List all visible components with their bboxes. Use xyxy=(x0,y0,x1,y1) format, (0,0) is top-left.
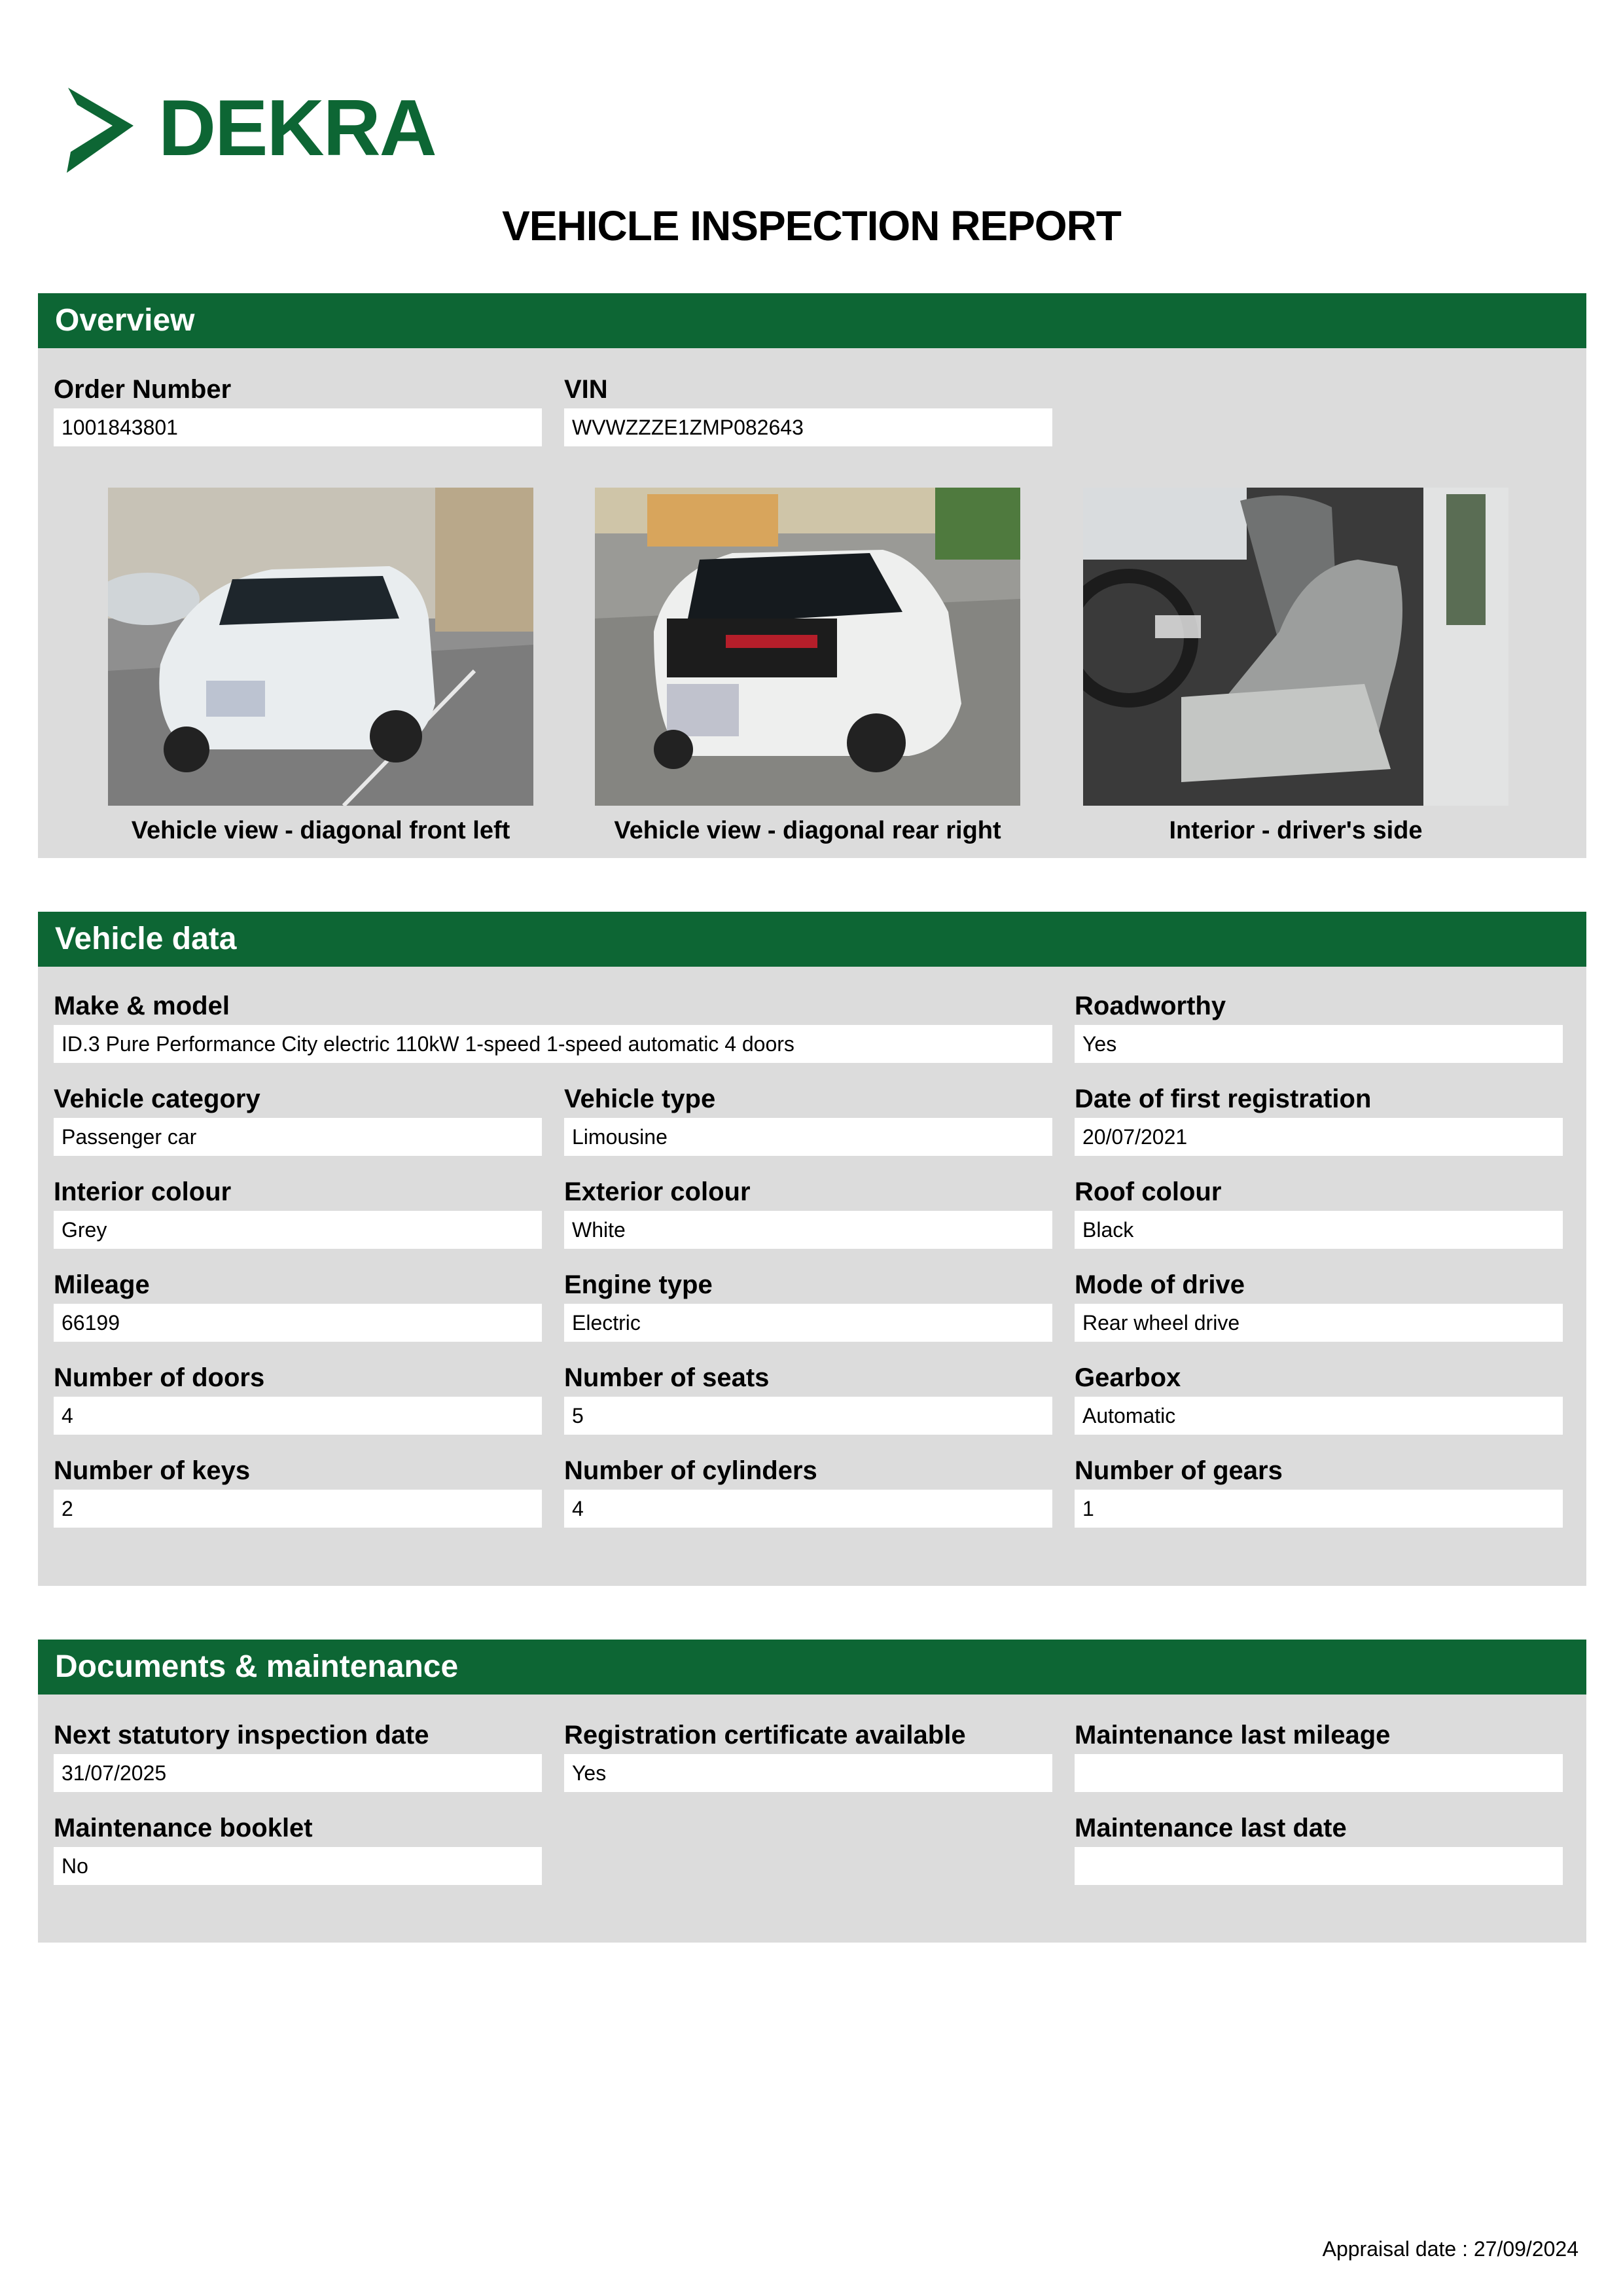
maintenance-booklet-value: No xyxy=(54,1847,542,1885)
vehicle-type-value: Limousine xyxy=(564,1118,1052,1156)
maintenance-last-date-value xyxy=(1075,1847,1563,1885)
first-registration-field xyxy=(1075,1083,1563,1156)
maintenance-booklet-label: Maintenance booklet xyxy=(54,1814,313,1842)
roof-colour-value: Black xyxy=(1075,1211,1563,1249)
make-model-field xyxy=(54,990,1052,1063)
gearbox-label: Gearbox xyxy=(1075,1363,1181,1392)
mode-of-drive-value: Rear wheel drive xyxy=(1075,1304,1563,1342)
vehicle-data-header: Vehicle data xyxy=(38,912,1586,967)
cylinders-field xyxy=(564,1454,1052,1528)
gearbox-field xyxy=(1075,1361,1563,1435)
documents-header: Documents & maintenance xyxy=(38,1640,1586,1695)
maintenance-last-date-label: Maintenance last date xyxy=(1075,1814,1347,1842)
order-number-label: Order Number xyxy=(54,375,232,404)
photo-interior-caption: Interior - driver's side xyxy=(1169,817,1423,844)
gears-value: 1 xyxy=(1075,1490,1563,1528)
interior-colour-value: Grey xyxy=(54,1211,542,1249)
documents-section xyxy=(38,1640,1586,1943)
vin-field xyxy=(564,373,1052,446)
gears-field xyxy=(1075,1454,1563,1528)
appraisal-date: Appraisal date : 27/09/2024 xyxy=(1322,2237,1578,2261)
interior-colour-field xyxy=(54,1175,542,1249)
registration-cert-label: Registration certificate available xyxy=(564,1721,966,1749)
vin-value: WVWZZZE1ZMP082643 xyxy=(564,408,1052,446)
photo-rear-right-caption: Vehicle view - diagonal rear right xyxy=(614,817,1001,844)
dekra-chevron-icon xyxy=(60,84,139,175)
mileage-value: 66199 xyxy=(54,1304,542,1342)
keys-label: Number of keys xyxy=(54,1456,251,1485)
next-inspection-field xyxy=(54,1719,542,1792)
logo-wordmark: DEKRA xyxy=(158,83,436,172)
roof-colour-field xyxy=(1075,1175,1563,1249)
engine-type-label: Engine type xyxy=(564,1270,713,1299)
dekra-logo xyxy=(60,83,436,175)
first-registration-label: Date of first registration xyxy=(1075,1085,1372,1113)
vin-label: VIN xyxy=(564,375,608,404)
seats-label: Number of seats xyxy=(564,1363,770,1392)
vehicle-category-value: Passenger car xyxy=(54,1118,542,1156)
registration-cert-value: Yes xyxy=(564,1754,1052,1792)
gearbox-value: Automatic xyxy=(1075,1397,1563,1435)
seats-field xyxy=(564,1361,1052,1435)
mode-of-drive-field xyxy=(1075,1268,1563,1342)
doors-label: Number of doors xyxy=(54,1363,265,1392)
doors-field xyxy=(54,1361,542,1435)
order-number-value: 1001843801 xyxy=(54,408,542,446)
roadworthy-label: Roadworthy xyxy=(1075,992,1226,1020)
next-inspection-value: 31/07/2025 xyxy=(54,1754,542,1792)
mileage-label: Mileage xyxy=(54,1270,150,1299)
roof-colour-label: Roof colour xyxy=(1075,1177,1222,1206)
vehicle-data-section xyxy=(38,912,1586,1586)
registration-cert-field xyxy=(564,1719,1052,1792)
keys-field xyxy=(54,1454,542,1528)
mode-of-drive-label: Mode of drive xyxy=(1075,1270,1245,1299)
roadworthy-field xyxy=(1075,990,1563,1063)
maintenance-booklet-field xyxy=(54,1812,542,1885)
cylinders-label: Number of cylinders xyxy=(564,1456,817,1485)
make-model-label: Make & model xyxy=(54,992,230,1020)
maintenance-last-mileage-value xyxy=(1075,1754,1563,1792)
photo-rear-right xyxy=(595,488,1020,806)
seats-value: 5 xyxy=(564,1397,1052,1435)
interior-colour-label: Interior colour xyxy=(54,1177,232,1206)
maintenance-last-mileage-field xyxy=(1075,1719,1563,1792)
next-inspection-label: Next statutory inspection date xyxy=(54,1721,429,1749)
photo-interior xyxy=(1083,488,1508,806)
photo-front-left-caption: Vehicle view - diagonal front left xyxy=(131,817,510,844)
gears-label: Number of gears xyxy=(1075,1456,1283,1485)
page-title: VEHICLE INSPECTION REPORT xyxy=(502,202,1121,249)
maintenance-last-mileage-label: Maintenance last mileage xyxy=(1075,1721,1391,1749)
order-number-field xyxy=(54,373,542,446)
vehicle-category-field xyxy=(54,1083,542,1156)
exterior-colour-value: White xyxy=(564,1211,1052,1249)
exterior-colour-field xyxy=(564,1175,1052,1249)
vehicle-type-label: Vehicle type xyxy=(564,1085,716,1113)
keys-value: 2 xyxy=(54,1490,542,1528)
roadworthy-value: Yes xyxy=(1075,1025,1563,1063)
vehicle-category-label: Vehicle category xyxy=(54,1085,260,1113)
overview-section xyxy=(38,293,1586,858)
mileage-field xyxy=(54,1268,542,1342)
engine-type-field xyxy=(564,1268,1052,1342)
engine-type-value: Electric xyxy=(564,1304,1052,1342)
overview-header: Overview xyxy=(38,293,1586,348)
maintenance-last-date-field xyxy=(1075,1812,1563,1885)
doors-value: 4 xyxy=(54,1397,542,1435)
make-model-value: ID.3 Pure Performance City electric 110kW 1-speed 1-speed automatic 4 doors xyxy=(54,1025,1052,1063)
vehicle-type-field xyxy=(564,1083,1052,1156)
cylinders-value: 4 xyxy=(564,1490,1052,1528)
exterior-colour-label: Exterior colour xyxy=(564,1177,751,1206)
photo-front-left xyxy=(108,488,533,806)
first-registration-value: 20/07/2021 xyxy=(1075,1118,1563,1156)
